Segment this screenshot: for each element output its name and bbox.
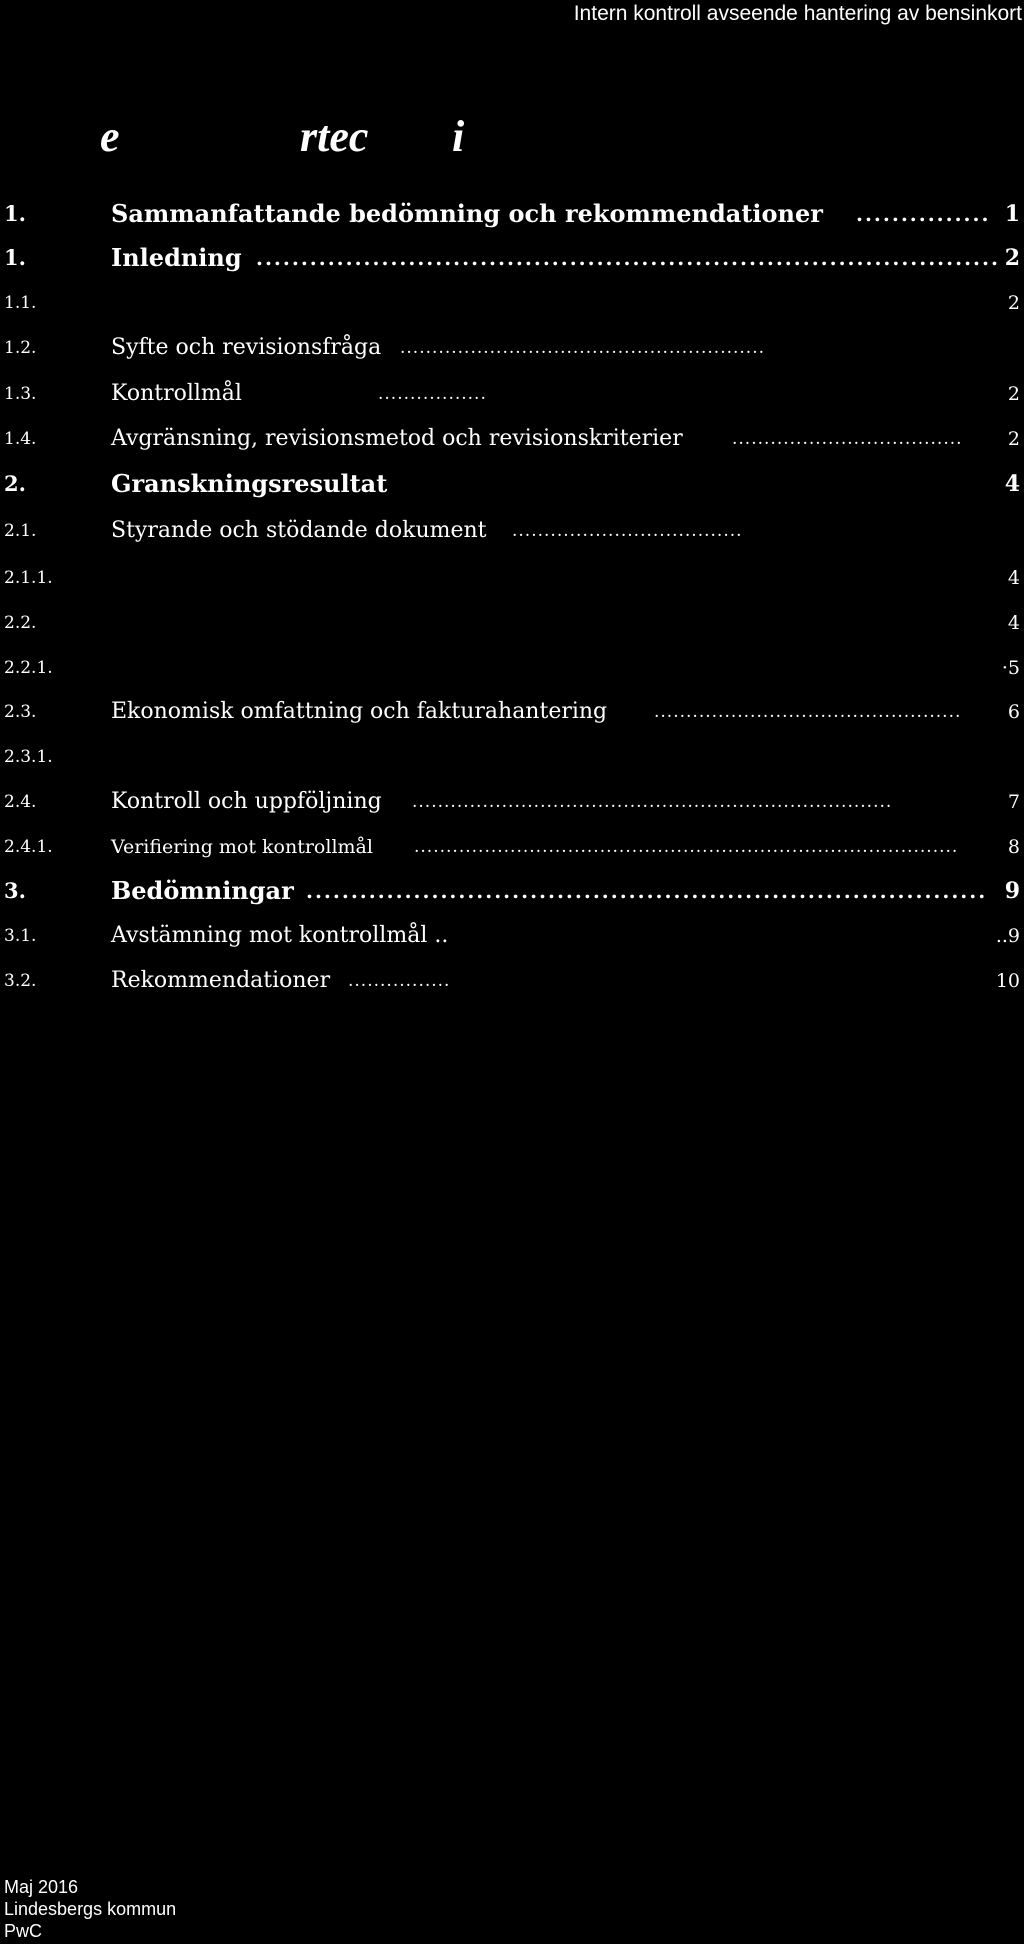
toc-entry-dot-leader: ................................................ bbox=[654, 702, 962, 722]
toc-entry-number: 2.4. bbox=[4, 792, 37, 812]
toc-entry-page-number: 9 bbox=[1004, 878, 1020, 904]
toc-entry[interactable] bbox=[0, 782, 1024, 822]
toc-entry-label: Granskningsresultat bbox=[111, 469, 388, 498]
toc-entry-page-number: ..9 bbox=[995, 925, 1020, 947]
toc-entry[interactable] bbox=[0, 827, 1024, 867]
toc-entry-page-number: 8 bbox=[1007, 836, 1020, 858]
toc-entry-number: 2.3.1. bbox=[4, 747, 53, 767]
toc-heading-fragment: i bbox=[452, 112, 465, 161]
toc-entry[interactable] bbox=[0, 961, 1024, 1001]
toc-entry-dot-leader: ......................................................... bbox=[400, 338, 766, 358]
toc-entry-number: 1.3. bbox=[4, 384, 37, 404]
toc-entry[interactable] bbox=[0, 511, 1024, 551]
toc-entry-label: Kontroll och uppföljning bbox=[111, 789, 382, 814]
toc-entry[interactable] bbox=[0, 737, 1024, 777]
footer-firm: PwC bbox=[4, 1921, 43, 1941]
toc-entry[interactable] bbox=[0, 328, 1024, 368]
toc-entry-label: Kontrollmål bbox=[111, 381, 242, 406]
toc-entry-label: Sammanfattande bedömning och rekommendationer bbox=[111, 199, 823, 228]
toc-entry-number: 1.4. bbox=[4, 429, 37, 449]
toc-heading bbox=[100, 112, 500, 162]
toc-entry-dot-leader: ................. bbox=[378, 384, 487, 404]
toc-entry-page-number: 2 bbox=[1007, 383, 1020, 405]
toc-entry[interactable] bbox=[0, 374, 1024, 414]
toc-entry[interactable] bbox=[0, 283, 1024, 323]
running-header-title: Intern kontroll avseende hantering av bensinkort bbox=[573, 2, 1022, 25]
toc-entry[interactable] bbox=[0, 238, 1024, 278]
toc-entry-label: Rekommendationer bbox=[111, 968, 331, 993]
toc-entry-number: 2.2.1. bbox=[4, 658, 53, 678]
toc-entry-number: 2.1.1. bbox=[4, 568, 53, 588]
toc-entry-dot-leader: .................................... bbox=[512, 521, 743, 541]
toc-entry-label: Bedömningar bbox=[111, 876, 294, 905]
toc-entry-page-number: 10 bbox=[995, 970, 1020, 992]
toc-entry-label: Avstämning mot kontrollmål .. bbox=[111, 923, 449, 948]
toc-entry-number: 1. bbox=[4, 201, 26, 226]
toc-entry[interactable] bbox=[0, 648, 1024, 688]
toc-entry-label: Ekonomisk omfattning och fakturahantering bbox=[111, 699, 608, 724]
toc-entry-number: 1.1. bbox=[4, 293, 37, 313]
toc-entry-label: Inledning bbox=[111, 243, 242, 272]
toc-entry-label: Verifiering mot kontrollmål bbox=[111, 836, 373, 858]
toc-entry-label: Avgränsning, revisionsmetod och revisionskriterier bbox=[111, 426, 683, 451]
toc-entry-number: 2. bbox=[4, 471, 26, 496]
toc-entry-dot-leader: ........................................................................... bbox=[412, 792, 893, 812]
toc-entry-number: 3.1. bbox=[4, 926, 37, 946]
toc-entry-page-number: 7 bbox=[1007, 791, 1020, 813]
toc-entry-page-number: 4 bbox=[1007, 612, 1020, 634]
toc-entry-label: Syfte och revisionsfråga bbox=[111, 335, 382, 360]
toc-entry[interactable] bbox=[0, 916, 1024, 956]
toc-entry-label: Styrande och stödande dokument bbox=[111, 518, 487, 543]
toc-heading-fragment: rtec bbox=[300, 112, 369, 161]
toc-entry-page-number: 2 bbox=[1004, 245, 1020, 271]
toc-entry[interactable] bbox=[0, 419, 1024, 459]
page-footer bbox=[4, 1876, 176, 1942]
toc-entry-number: 2.2. bbox=[4, 613, 37, 633]
toc-entry[interactable] bbox=[0, 464, 1024, 504]
toc-entry-page-number: ·5 bbox=[1001, 657, 1020, 679]
toc-entry-page-number: 2 bbox=[1007, 428, 1020, 450]
toc-entry-dot-leader: ................ bbox=[348, 971, 451, 991]
toc-entry[interactable] bbox=[0, 603, 1024, 643]
toc-heading-fragment: e bbox=[100, 112, 120, 161]
toc-entry-number: 2.1. bbox=[4, 521, 37, 541]
toc-entry-page-number: 2 bbox=[1007, 292, 1020, 314]
toc-entry-page-number: 1 bbox=[1004, 201, 1020, 227]
toc-entry-number: 3.2. bbox=[4, 971, 37, 991]
toc-entry-page-number: 4 bbox=[1004, 471, 1020, 497]
toc-entry-number: 2.3. bbox=[4, 702, 37, 722]
toc-entry-number: 3. bbox=[4, 878, 26, 903]
toc-entry[interactable] bbox=[0, 871, 1024, 911]
toc-entry-number: 1. bbox=[4, 245, 26, 270]
toc-entry-page-number: 6 bbox=[1007, 701, 1020, 723]
footer-organization: Lindesbergs kommun bbox=[4, 1899, 177, 1919]
toc-entry-dot-leader: ............... bbox=[856, 202, 991, 226]
toc-entry-page-number: 4 bbox=[1007, 567, 1020, 589]
toc-entry-dot-leader: ................................................................................... bbox=[256, 246, 1000, 270]
toc-entry-dot-leader: ............................................................................ bbox=[306, 879, 988, 903]
toc-entry-dot-leader: ..................................................................................... bbox=[414, 837, 959, 857]
toc-entry[interactable] bbox=[0, 194, 1024, 234]
toc-entry-dot-leader: .................................... bbox=[732, 429, 963, 449]
toc-entry-number: 1.2. bbox=[4, 338, 37, 358]
toc-entry[interactable] bbox=[0, 558, 1024, 598]
toc-entry-number: 2.4.1. bbox=[4, 837, 53, 857]
toc-entry[interactable] bbox=[0, 692, 1024, 732]
footer-date: Maj 2016 bbox=[4, 1877, 79, 1897]
